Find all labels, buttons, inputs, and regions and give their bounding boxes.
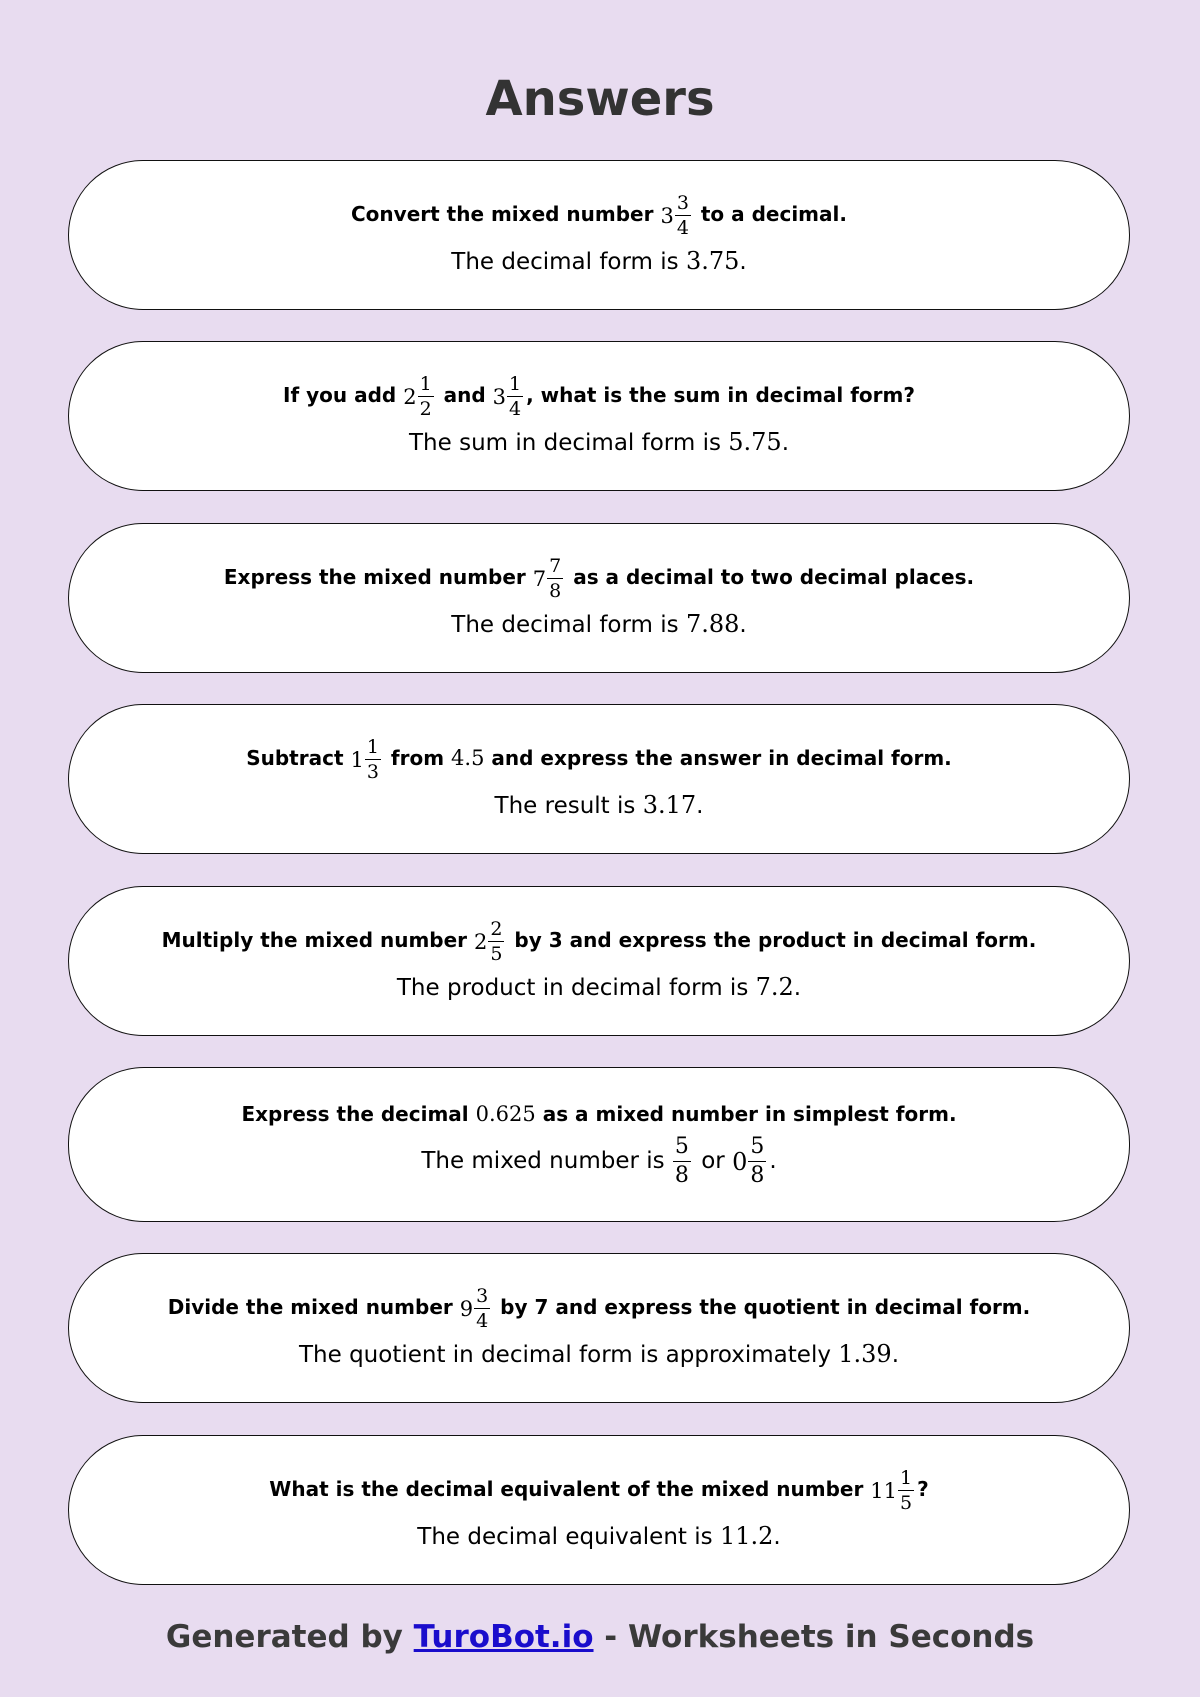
answer-text: The decimal equivalent is 11.2. (417, 1522, 781, 1550)
question-card-2 (68, 341, 1130, 491)
question-card-5 (68, 886, 1130, 1036)
fraction: $\frac{1}{2}$ (419, 373, 432, 420)
fraction: $\frac{1}{3}$ (366, 736, 379, 783)
answer-text: The result is 3.17. (494, 791, 704, 819)
question-text: Multiply the mixed number 2 $\frac{2}{5}$ by 3 and express the product in decimal form. (161, 918, 1037, 965)
answer-text: The quotient in decimal form is approximately 1.39. (298, 1340, 900, 1368)
question-text: Express the decimal 0.625 as a mixed number in simplest form. (241, 1102, 957, 1126)
answer-text: The decimal form is 7.88. (451, 610, 747, 638)
fraction: $\frac{1}{4}$ (509, 373, 522, 420)
question-text: Divide the mixed number 9 $\frac{3}{4}$ by 7 and express the quotient in decimal form. (167, 1285, 1031, 1332)
fraction: $\frac{3}{4}$ (476, 1285, 489, 1332)
answer-text: The decimal form is 3.75. (451, 247, 747, 275)
question-card-3 (68, 523, 1130, 673)
question-card-6 (68, 1067, 1130, 1222)
question-text: Subtract 1 $\frac{1}{3}$ from 4.5 and express the answer in decimal form. (246, 736, 952, 783)
fraction: $\frac{2}{5}$ (490, 918, 503, 965)
question-text: What is the decimal equivalent of the mixed number 11 $\frac{1}{5}$ ? (269, 1467, 929, 1514)
question-text: Convert the mixed number 3 $\frac{3}{4}$ to a decimal. (351, 192, 847, 239)
fraction: $\frac{1}{5}$ (900, 1467, 913, 1514)
fraction: $\frac{7}{8}$ (549, 555, 562, 602)
question-text: Express the mixed number 7 $\frac{7}{8}$ as a decimal to two decimal places. (223, 555, 975, 602)
fraction: $\frac{3}{4}$ (676, 192, 689, 239)
question-text: If you add 2 $\frac{1}{2}$ and 3 $\frac{1}{4}$ , what is the sum in decimal form? (283, 373, 915, 420)
page-title: Answers (485, 71, 715, 127)
answer-text: The product in decimal form is 7.2. (396, 973, 802, 1001)
fraction: $\frac{5}{8}$ (674, 1134, 689, 1188)
fraction: $\frac{5}{8}$ (750, 1134, 765, 1188)
turobot-link[interactable]: TuroBot.io (413, 1619, 594, 1655)
answer-text: The sum in decimal form is 5.75. (409, 428, 789, 456)
question-card-1 (68, 160, 1130, 310)
question-card-4 (68, 704, 1130, 854)
question-card-8 (68, 1435, 1130, 1585)
question-card-7 (68, 1253, 1130, 1403)
answer-text: The mixed number is $\frac{5}{8}$ or 0 $\frac{5}{8}$ . (421, 1134, 777, 1188)
footer: Generated by TuroBot.io - Worksheets in Seconds (165, 1619, 1035, 1655)
